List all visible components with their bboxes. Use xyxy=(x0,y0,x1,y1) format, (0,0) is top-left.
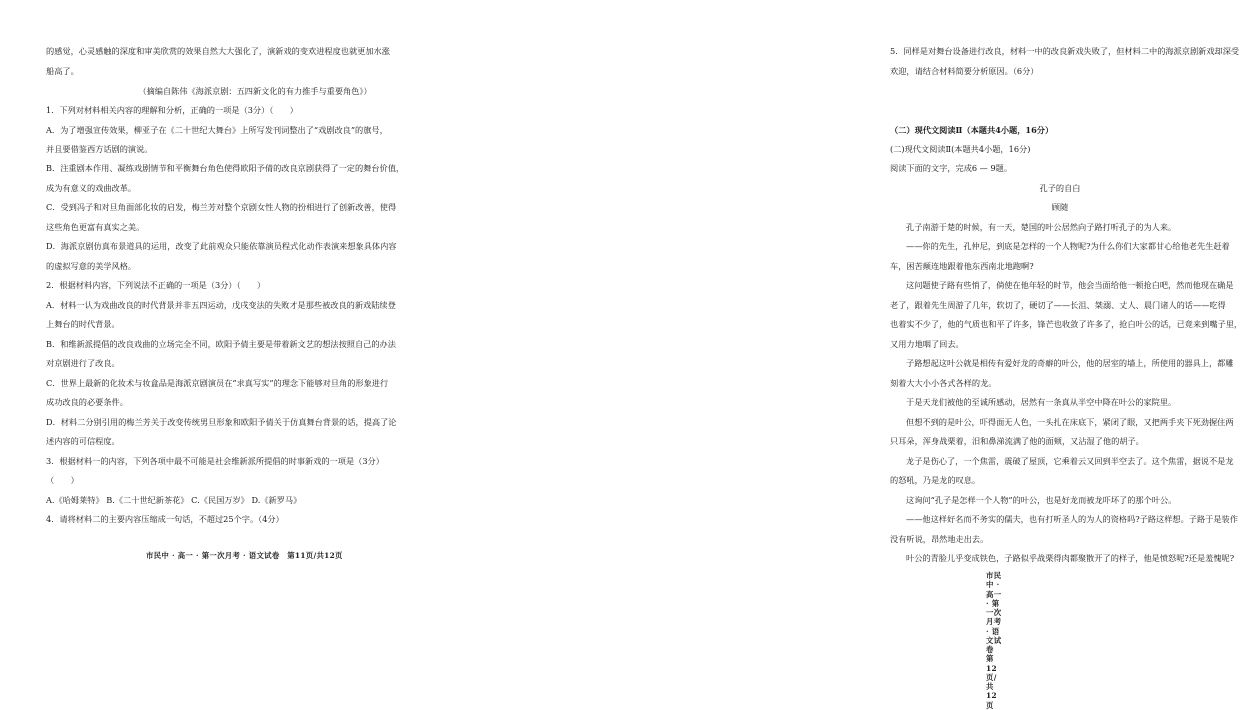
page-footer: 市民中 · 高一 · 第一次月考 · 语文试卷 第11页/共12页 xyxy=(146,551,343,560)
instruction: 阅读下面的文字，完成6 — 9题。 xyxy=(890,163,1013,173)
paragraph-line: 孔子南游于楚的时候，有一天，楚国的叶公居然向子路打听孔子的为人来。 xyxy=(906,222,1177,232)
text-line: （ ） xyxy=(46,475,79,485)
option-a: A．为了增强宣传效果，柳亚子在《二十世纪大舞台》上所写发刊词整出了“戏剧改良”的旗号， xyxy=(46,125,388,135)
question-5: 5．同样是对舞台设备进行改良，材料一中的改良新戏失败了，但材料二中的海派京剧新戏却深受 xyxy=(890,46,1240,56)
paragraph-line: 叶公的青脸儿乎变成铁色，子路似乎战栗得肉都聚散开了的样子，他是愤怒呢?还是羞愧呢? xyxy=(906,553,1235,563)
text-line: 述内容的可信程度。 xyxy=(46,436,120,446)
option-b: B．注重剧本作用、凝练戏剧情节和平衡舞台角色使得欧阳予倩的改良京剧获得了一定的舞台价值， xyxy=(46,163,405,173)
text-line: 船高了。 xyxy=(46,66,79,76)
option-c: C．受到冯子和对旦角面部化妆的启发，梅兰芳对整个京剧女性人物的扮相进行了创新改善，使得 xyxy=(46,202,397,212)
option-d: D．海派京剧仿真布景道具的运用，改变了此前观众只能依靠演员程式化动作表演来想象具体内容 xyxy=(46,241,397,251)
paragraph-line: 但想不到的是叶公，吓得面无人色，一头扎在床底下，紧闭了眼，又把两手夹下死劲握住两 xyxy=(906,417,1234,427)
paragraph-line: 这问题使子路有些悄了，倘使在他年轻的时节，他会当面给他一顿抢白吧，然而他现在确是 xyxy=(906,280,1234,290)
article-author: 顾随 xyxy=(1051,202,1069,212)
paragraph-line: 于是天龙们被他的至诚所感动，居然有一条真从半空中降在叶公的家院里。 xyxy=(906,397,1177,407)
option-d: D．材料二分别引用的梅兰芳关于改变传统男旦形象和欧阳予倩关于仿真舞台背景的话，提高了论 xyxy=(46,417,397,427)
option-b: B．和维新派提倡的改良戏曲的立场完全不同，欧阳予倩主要是带着新文艺的想法按照自己的办法 xyxy=(46,339,396,349)
paragraph-line: 老了，跟着先生周游了几年，软切了，硬切了——长沮、桀溺、丈人、晨门诸人的话——吃得 xyxy=(890,300,1226,310)
text-line: 的虚拟写意的美学风格。 xyxy=(46,261,137,271)
question-1: 1．下列对材料相关内容的理解和分析，正确的一项是（3分）（ ） xyxy=(46,105,298,115)
paragraph-line: 车，困苦颠连地跟着他东西南北地跑啊? xyxy=(890,261,1034,271)
source-citation: （摘编自陈伟《海派京剧：五四新文化的有力推手与重要角色》） xyxy=(138,86,372,96)
paragraph-line: 刻着大大小小各式各样的龙。 xyxy=(890,378,997,388)
paragraph-line: ——你的先生，孔仲尼，到底是怎样的一个人物呢?为什么你们大家都甘心给他老先生赶着 xyxy=(906,241,1230,251)
paragraph-line: 龙子是伤心了，一个焦雷，震破了屋顶，它乘着云又回到半空去了。这个焦雷，据说不是龙 xyxy=(906,456,1234,466)
text-line: 对京剧进行了改良。 xyxy=(46,358,120,368)
question-3: 3．根据材料一的内容，下列各项中最不可能是社会维新派所提倡的时事新戏的一项是（3分） xyxy=(46,456,384,466)
article-title: 孔子的自白 xyxy=(1039,183,1081,193)
paragraph-line: ——他这样好名而不务实的儒夫，也有打听圣人的为人的资格吗?子路这样想。子路于是装作 xyxy=(906,514,1238,524)
question-3-options: A.《哈姆莱特》 B.《二十世纪新茶花》 C.《民国万岁》 D.《新罗马》 xyxy=(46,495,302,505)
paragraph-line: 只耳朵，浑身战栗着，汨和鼻涕流满了他的面颊，又沾湿了他的胡子。 xyxy=(890,436,1144,446)
text-line: 成为有意义的戏曲改革。 xyxy=(46,183,137,193)
question-2: 2．根据材料内容，下列说法不正确的一项是（3分）（ ） xyxy=(46,280,266,290)
section-subheading: (二)现代文阅读Ⅱ(本题共4小题，16分) xyxy=(890,144,1031,154)
text-line: 成功改良的必要条件。 xyxy=(46,397,128,407)
text-line: 这些角色更富有真实之美。 xyxy=(46,222,145,232)
paragraph-line: 的怒吼，乃是龙的叹息。 xyxy=(890,475,981,485)
text-line: 上舞台的时代背景。 xyxy=(46,319,120,329)
option-a: A．材料一认为戏曲改良的时代背景并非五四运动，戊戌变法的失败才是那些被改良的新戏陆续登 xyxy=(46,300,396,310)
paragraph-line: 这询问“孔子是怎样一个人物”的叶公，也是好龙而被龙吓坏了的那个叶公。 xyxy=(906,495,1177,505)
right-page xyxy=(430,0,1242,710)
option-c: C．世界上最新的化妆术与妆盒品是海派京剧演员在“求真写实”的理念下能够对旦角的形象进行 xyxy=(46,378,389,388)
paragraph-line: 没有听说，昂然地走出去。 xyxy=(890,534,989,544)
left-page xyxy=(0,0,430,595)
text-line: 欢迎，请结合材料简要分析原因。（6分） xyxy=(890,66,1039,76)
text-line: 并且要借鉴西方话剧的演说。 xyxy=(46,144,153,154)
paragraph-line: 子路想起这叶公就是相传有爱好龙的奇癖的叶公，他的居室的墙上，所使用的器具上，都雕 xyxy=(906,358,1234,368)
paragraph-line: 又用力地咽了回去。 xyxy=(890,339,964,349)
section-heading: （二）现代文阅读Ⅱ（本题共4小题，16分） xyxy=(890,125,1054,135)
text-line: 的感觉，心灵感触的深度和审美欣赏的效果自然大大强化了，演新戏的变欢进程度也就更加水涨 xyxy=(46,46,390,56)
paragraph-line: 也着实不少了，他的气质也和平了许多，锋芒也收敛了许多了，抢白叶公的话，已竟来到嘴子里， xyxy=(890,319,1242,329)
question-4: 4．请将材料二的主要内容压缩成一句话，不超过25个字。（4分） xyxy=(46,514,284,524)
page-footer: 市民中 · 高一 · 第一次月考 · 语文试卷 第12页/共12页 xyxy=(986,571,1002,710)
